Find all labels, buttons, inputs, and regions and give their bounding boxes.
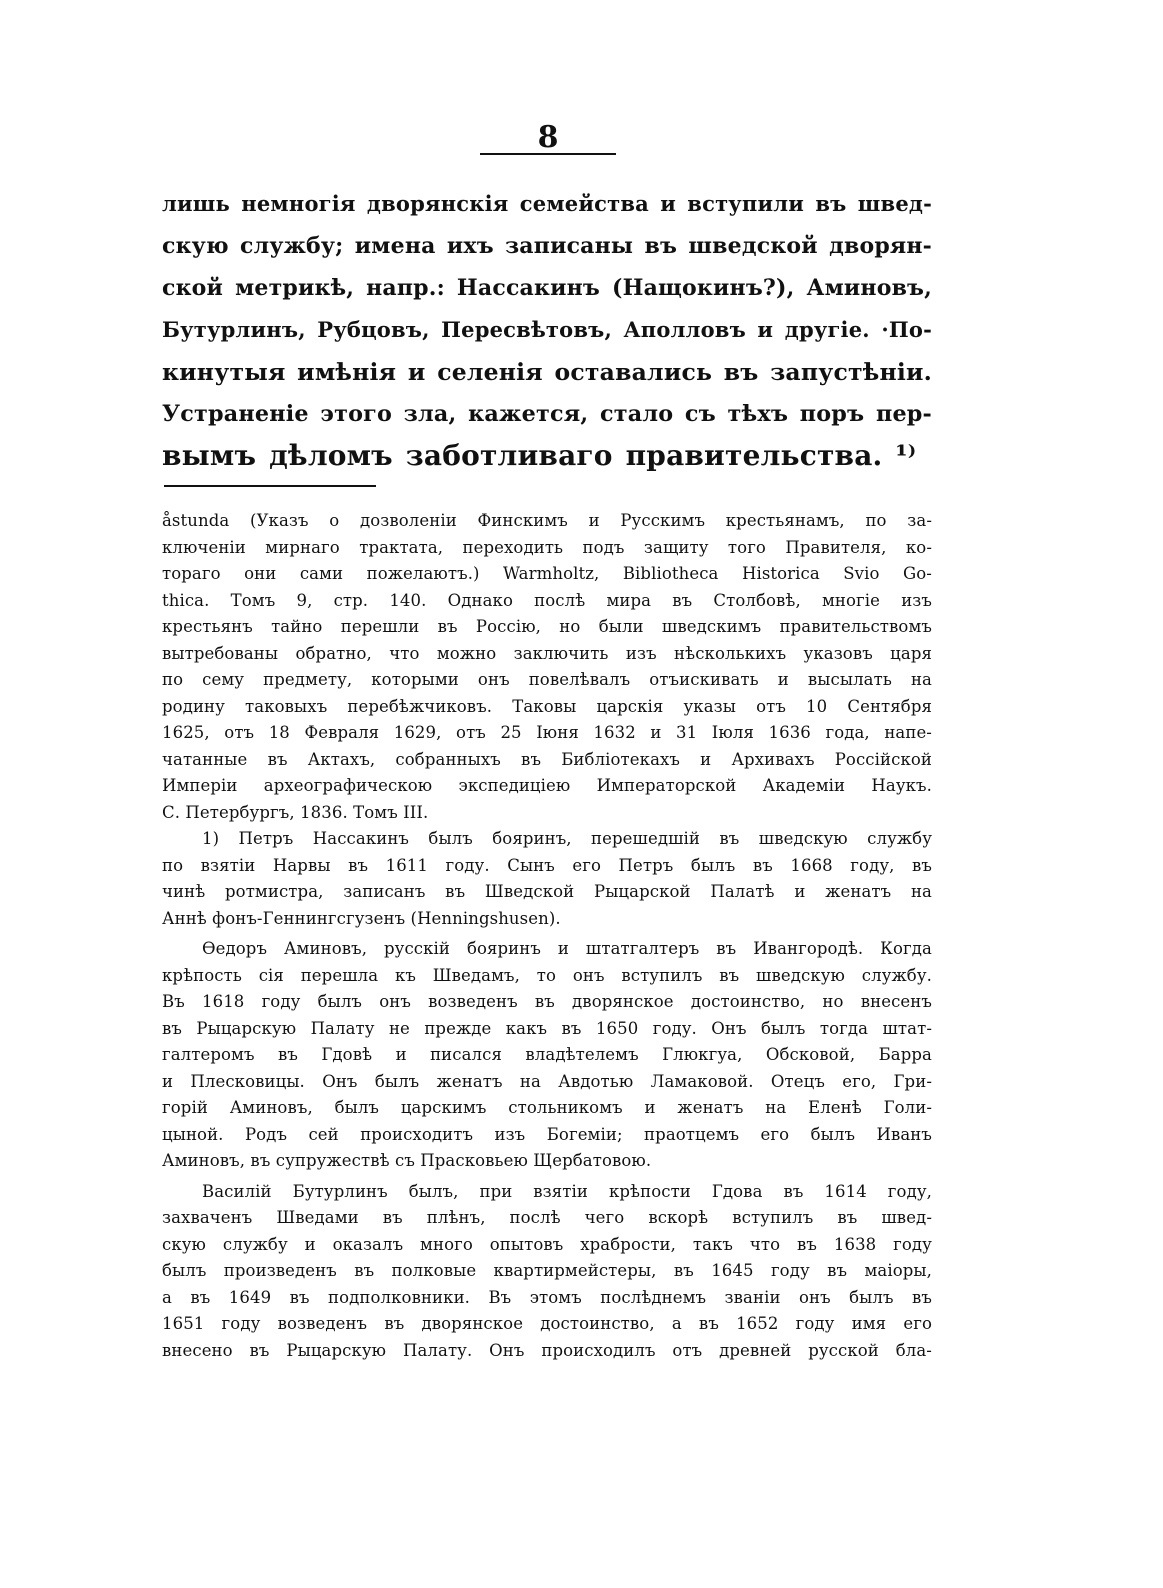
footnote-line: и Плесковицы. Онъ былъ женатъ на Авдотью Ламаковой. Отецъ его, Гри- [162, 1071, 932, 1091]
footnote-line: тораго они сами пожелаютъ.) Warmholtz, Bibliotheca Historica Svio Go- [162, 564, 932, 583]
footnote-line: внесено въ Рыцарскую Палату. Онъ происходилъ отъ древней русской бла- [162, 1340, 932, 1360]
footnote-line: чинѣ ротмистра, записанъ въ Шведской Рыцарской Палатѣ и женатъ на [162, 882, 932, 901]
footnote-line: а въ 1649 въ подполковники. Въ этомъ послѣднемъ званіи онъ былъ въ [162, 1287, 932, 1307]
footnote-line: галтеромъ въ Гдовѣ и писался владѣтелемъ Глюкгуа, Обсковой, Барра [162, 1045, 932, 1064]
footnote-line: åstunda (Указъ о дозволеніи Финскимъ и Русскимъ крестьянамъ, по за- [162, 511, 932, 530]
footnote-line: Имперіи археографическою экспедиціею Императорской Академіи Наукъ. [162, 776, 932, 795]
footnote-line: 1651 году возведенъ въ дворянское достоинство, а въ 1652 году имя его [162, 1314, 932, 1333]
footnote-line: родину таковыхъ перебѣжчиковъ. Таковы царскія указы отъ 10 Сентября [162, 696, 932, 716]
footnotes [162, 508, 932, 1364]
main-text-line: Устраненіе этого зла, кажется, стало съ тѣхъ поръ пер- [162, 401, 932, 427]
footnote-line: Аннѣ фонъ-Геннингсгузенъ (Henningshusen). [162, 908, 561, 928]
main-text-line: кинутыя имѣнія и селенія оставались въ запустѣніи. [162, 358, 932, 386]
footnote-line: Въ 1618 году былъ онъ возведенъ въ дворянское достоинство, но внесенъ [162, 992, 932, 1011]
main-text-line: вымъ дѣломъ заботливаго правительства. ¹⁾ [162, 439, 917, 472]
footnote-line: въ Рыцарскую Палату не прежде какъ въ 1650 году. Онъ былъ тогда штат- [162, 1018, 932, 1038]
header-rule [480, 153, 616, 155]
footnote-1 [162, 826, 932, 932]
footnote-line: скую службу и оказалъ много опытовъ храбрости, такъ что въ 1638 году [162, 1234, 932, 1254]
main-text-line: скую службу; имена ихъ записаны въ шведской дворян- [162, 233, 932, 259]
main-text [162, 183, 932, 477]
footnote-line: крѣпость сія перешла къ Шведамъ, то онъ вступилъ въ шведскую службу. [162, 965, 932, 985]
footnote-line: крестьянъ тайно перешли въ Россію, но были шведскимъ правительствомъ [162, 617, 932, 636]
footnote-line: Ѳедоръ Аминовъ, русскій бояринъ и штатгалтеръ въ Ивангородѣ. Когда [202, 939, 932, 958]
main-text-line: лишь немногія дворянскія семейства и вступили въ швед- [162, 191, 932, 216]
footnote-paragraph-buturlin [162, 1179, 932, 1365]
footnote-line: 1) Петръ Нассакинъ былъ бояринъ, перешедшій въ шведскую службу [202, 829, 932, 848]
footnote-line: по сему предмету, которыми онъ повелѣвалъ отъискивать и высылать на [162, 670, 932, 689]
footnote-line: thica. Томъ 9, стр. 140. Однако послѣ мира въ Столбовѣ, многіе изъ [162, 590, 932, 610]
footnote-line: С. Петербургъ, 1836. Томъ III. [162, 802, 429, 822]
footnote-line: вытребованы обратно, что можно заключить изъ нѣсколькихъ указовъ царя [162, 643, 932, 663]
footnote-line: чатанные въ Актахъ, собранныхъ въ Библіотекахъ и Архивахъ Россійской [162, 749, 932, 769]
page-number: 8 [537, 120, 559, 155]
footnote-line: цыной. Родъ сей происходитъ изъ Богеміи; праотцемъ его былъ Иванъ [162, 1124, 932, 1144]
footnote-line: по взятіи Нарвы въ 1611 году. Сынъ его Петръ былъ въ 1668 году, въ [162, 855, 932, 875]
footnote-line: Аминовъ, въ супружествѣ съ Прасковьею Щербатовою. [162, 1151, 652, 1170]
footnote-rule [164, 485, 376, 487]
footnote-line: захваченъ Шведами въ плѣнъ, послѣ чего вскорѣ вступилъ въ швед- [162, 1208, 932, 1227]
footnote-line: былъ произведенъ въ полковые квартирмейстеры, въ 1645 году въ маіоры, [162, 1261, 932, 1280]
main-text-line: Бутурлинъ, Рубцовъ, Пересвѣтовъ, Аполловъ и другіе. ·По- [162, 317, 932, 342]
footnote-line: Василій Бутурлинъ былъ, при взятіи крѣпости Гдова въ 1614 году, [202, 1181, 932, 1201]
footnote-line: ключеніи мирнаго трактата, переходить подъ защиту того Правителя, ко- [162, 537, 932, 557]
footnote-continuation [162, 508, 932, 826]
footnote-paragraph-aminov [162, 936, 932, 1175]
footnote-line: 1625, отъ 18 Февраля 1629, отъ 25 Іюня 1632 и 31 Іюля 1636 года, напе- [162, 723, 932, 742]
main-text-line: ской метрикѣ, напр.: Нассакинъ (Нащокинъ?), Аминовъ, [162, 275, 932, 301]
footnote-line: горій Аминовъ, былъ царскимъ стольникомъ и женатъ на Еленѣ Голи- [162, 1098, 932, 1117]
